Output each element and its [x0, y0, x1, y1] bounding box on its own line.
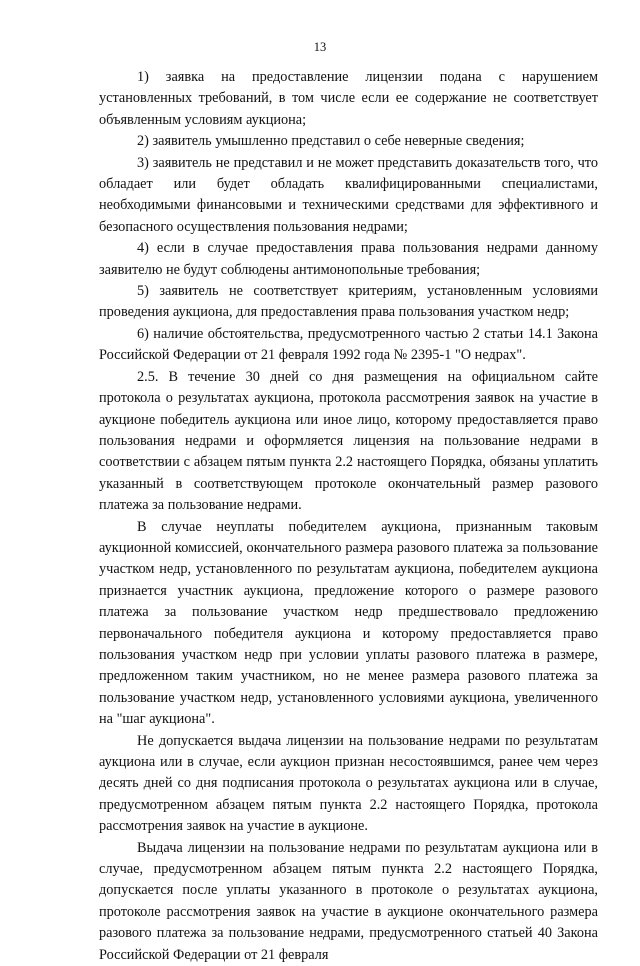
paragraph-item-4: 4) если в случае предоставления права пользования недрами данному заявителю не будут соблюдены антимонопольные требования;: [99, 240, 598, 278]
paragraph-item-3: 3) заявитель не представил и не может представить доказательств того, что обладает или будет обладать квалифицированными специалистами, необходимыми финансовыми и техническими средствами для эффективного и безопасного осуществления пользования недрами;: [99, 154, 598, 235]
paragraph-license-restriction: Не допускается выдача лицензии на пользование недрами по результатам аукциона или в случае, если аукцион признан несостоявшимся, ранее чем через десять дней со дня подписания протокола о результатах аукциона или в случае, предусмотренном абзацем пятым пункта 2.2 настоящего Порядка, протокола рассмотрения заявок на участие в аукционе.: [99, 732, 598, 835]
paragraph-item-2: 2) заявитель умышленно представил о себе неверные сведения;: [137, 133, 525, 150]
paragraph-license-issuance: Выдача лицензии на пользование недрами по результатам аукциона или в случае, предусмотренном абзацем пятым пункта 2.2 настоящего Порядка, допускается после уплаты указанного в протоколе о результатах аукциона, протоколе рассмотрения заявок на участие в аукционе окончательного размера разового платежа за пользование недрами, предусмотренного статьей 40 Закона Российской Федерации от 21 февраля: [99, 839, 598, 963]
document-body: [99, 67, 598, 966]
paragraph-item-1: 1) заявка на предоставление лицензии подана с нарушением установленных требований, в том числе если ее содержание не соответствует объявленным условиям аукциона;: [99, 69, 598, 128]
paragraph-section-2-5: 2.5. В течение 30 дней со дня размещения на официальном сайте протокола о результатах аукциона, протокола рассмотрения заявок на участие в аукционе победитель аукциона или иное лицо, которому предоставляется право пользования недрами и оформляется лицензия на пользование недрами в соответствии с абзацем пятым пункта 2.2 настоящего Порядка, обязаны уплатить указанный в соответствующем протоколе окончательный размер разового платежа за пользование недрами.: [99, 368, 598, 514]
paragraph-item-5: 5) заявитель не соответствует критериям, установленным условиями проведения аукциона, для предоставления права пользования участком недр;: [99, 283, 598, 321]
paragraph-nonpayment: В случае неуплаты победителем аукциона, признанным таковым аукционной комиссией, окончательного размера разового платежа за пользование участком недр, установленного по результатам аукциона, победителем аукциона признается участник аукциона, предложение которого о размере разового платежа за пользование участком недр предшествовало предложению первоначального победителя аукциона и которому предоставляется право пользования участком недр при условии уплаты разового платежа в размере, предложенном таким участником, но не менее размера разового платежа за пользование участком недр, установленного условиями аукциона, увеличенного на "шаг аукциона".: [99, 518, 598, 728]
page-number: 13: [313, 40, 327, 54]
paragraph-item-6: 6) наличие обстоятельства, предусмотренного частью 2 статьи 14.1 Закона Российской Федерации от 21 февраля 1992 года № 2395-1 "О недрах".: [99, 325, 598, 364]
